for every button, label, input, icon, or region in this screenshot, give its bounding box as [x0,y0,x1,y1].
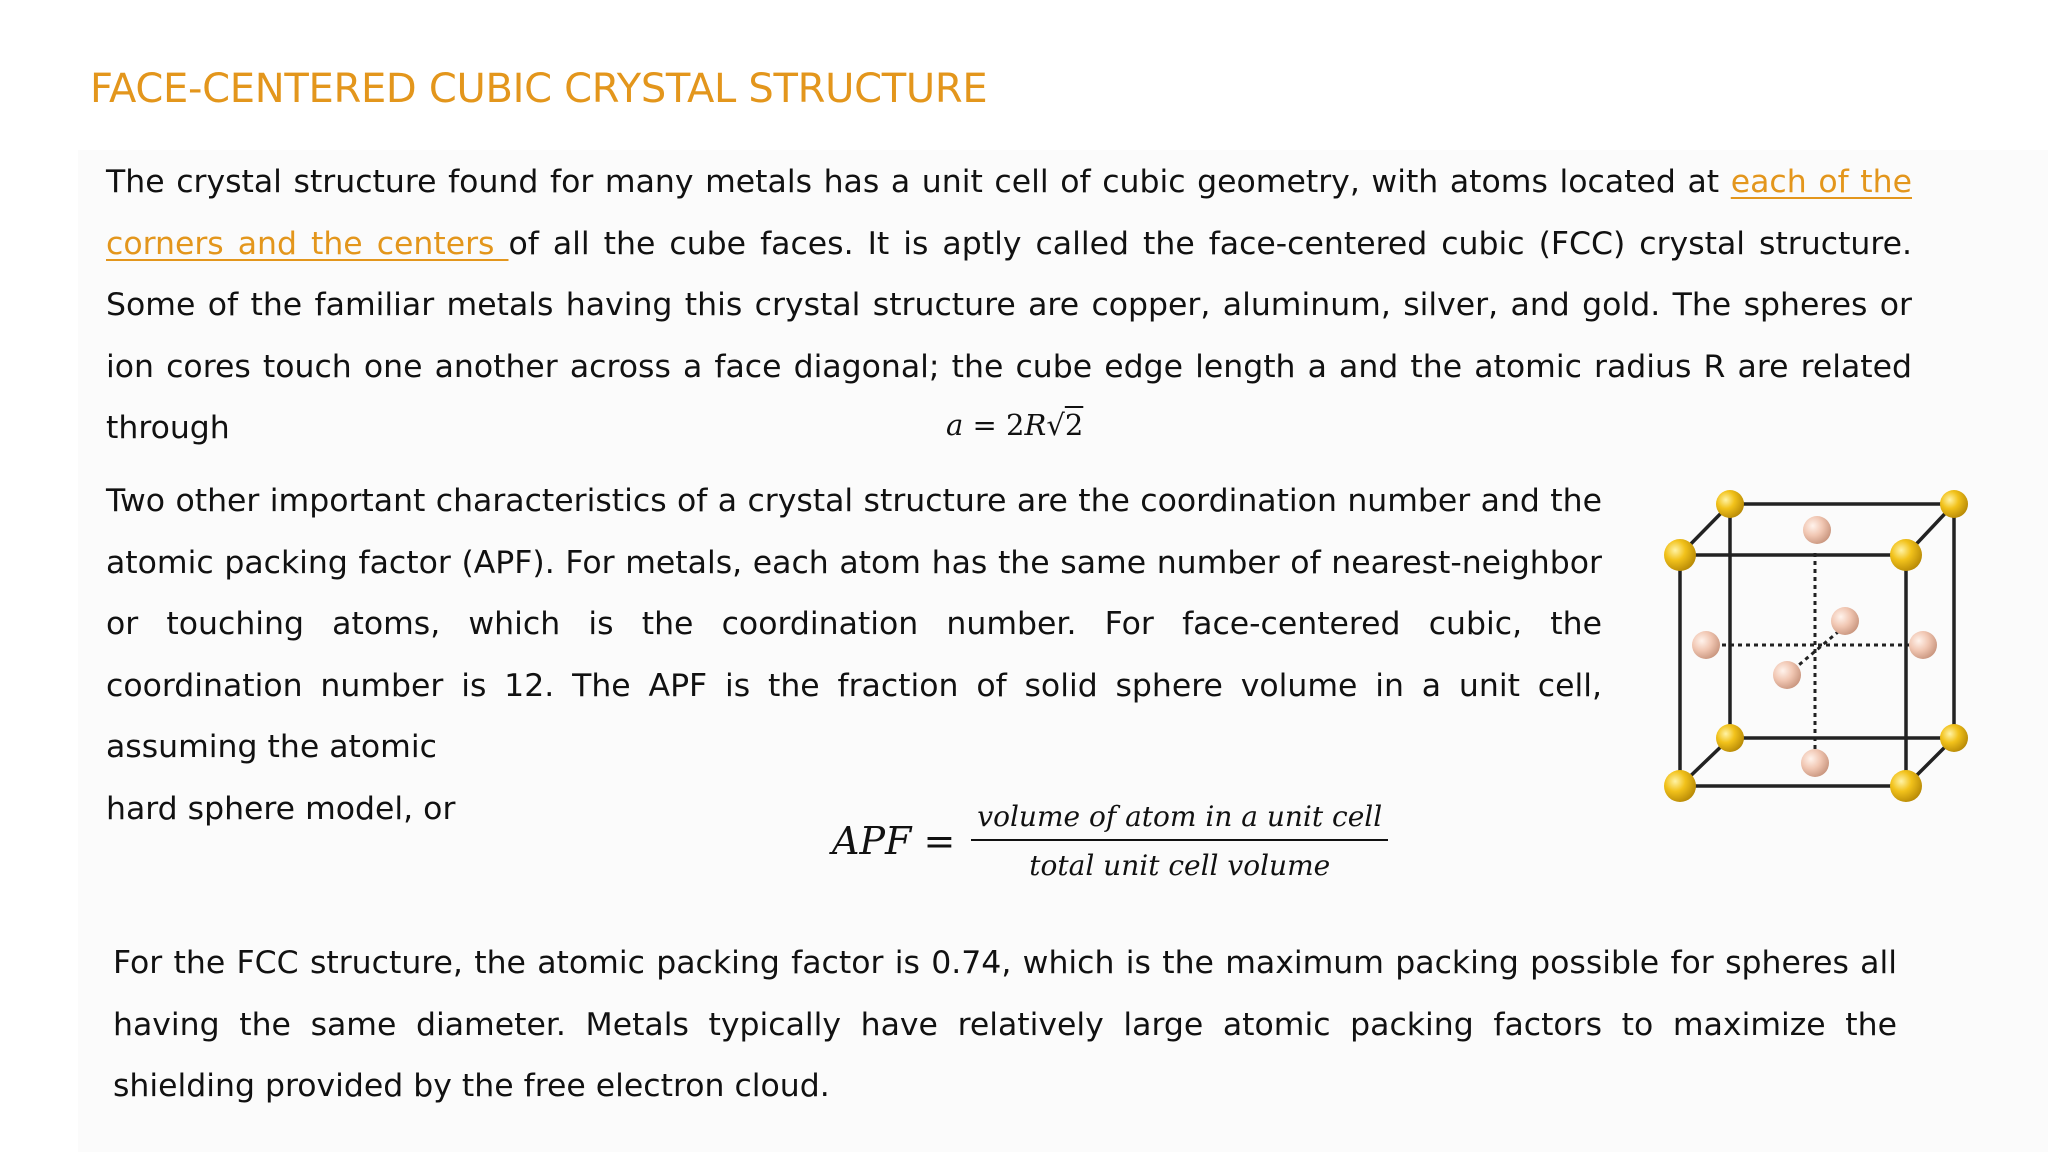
corner-atom [1890,539,1922,571]
apf-paragraph [106,471,1602,840]
corner-atom [1890,770,1922,802]
corner-atom [1716,724,1744,752]
corner-atom [1664,770,1696,802]
face-atom-back [1803,516,1831,544]
corner-atom [1664,539,1696,571]
eq1-var: R [1024,408,1047,442]
corner-atom [1940,724,1968,752]
face-atom-left [1692,631,1720,659]
edge-length-equation [946,408,1083,442]
apf-fraction [971,800,1388,882]
apf-denominator: total unit cell volume [1029,849,1331,882]
eq1-lhs: a [946,408,964,442]
apf-equation [832,800,1388,882]
intro-text-end: of all the cube faces. It is aptly called the face-centered cubic (FCC) crystal structure. Some of the familiar metals having this crystal structure are copper, aluminum, silver, and gold. The spheres or ion cores touch one another across a face diagonal; the cube edge length a and the atomic radius R are related through [106,225,1912,446]
corners-centers-link[interactable]: each of the corners and the centers [106,164,1912,262]
sqrt-symbol: √ [1046,408,1065,442]
intro-text-start: The crystal structure found for many metals has a unit cell of cubic geometry, with atoms located at [106,164,1731,200]
corner-atom [1940,490,1968,518]
face-atom-right [1909,631,1937,659]
eq1-coef: 2 [1006,408,1025,442]
corner-atom [1716,490,1744,518]
face-atom-rear [1831,607,1859,635]
apf-paragraph-text: Two other important characteristics of a crystal structure are the coordination number and the atomic packing factor (APF). For metals, each atom has the same number of nearest-neighbor or touching atoms, which is the coordination number. For face-centered cubic, the coordination number is 12. The APF is the fraction of solid sphere volume in a unit cell, assuming the atomic [106,483,1602,765]
apf-lhs: APF = [832,819,956,863]
apf-paragraph-last-line: hard sphere model, or [106,790,456,827]
eq1-radicand: 2 [1064,408,1084,442]
face-atom-bottom [1801,749,1829,777]
conclusion-paragraph: For the FCC structure, the atomic packing factor is 0.74, which is the maximum packing possible for spheres all having the same diameter. Metals typically have relatively large atomic packing factors to maximize the shielding provided by the free electron cloud. [113,945,1897,1104]
eq1-equals: = [972,408,997,442]
apf-numerator: volume of atom in a unit cell [977,800,1383,833]
fcc-unit-cell-diagram [1650,478,1990,818]
page-title: FACE-CENTERED CUBIC CRYSTAL STRUCTURE [90,66,988,112]
face-atom-front [1773,661,1801,689]
